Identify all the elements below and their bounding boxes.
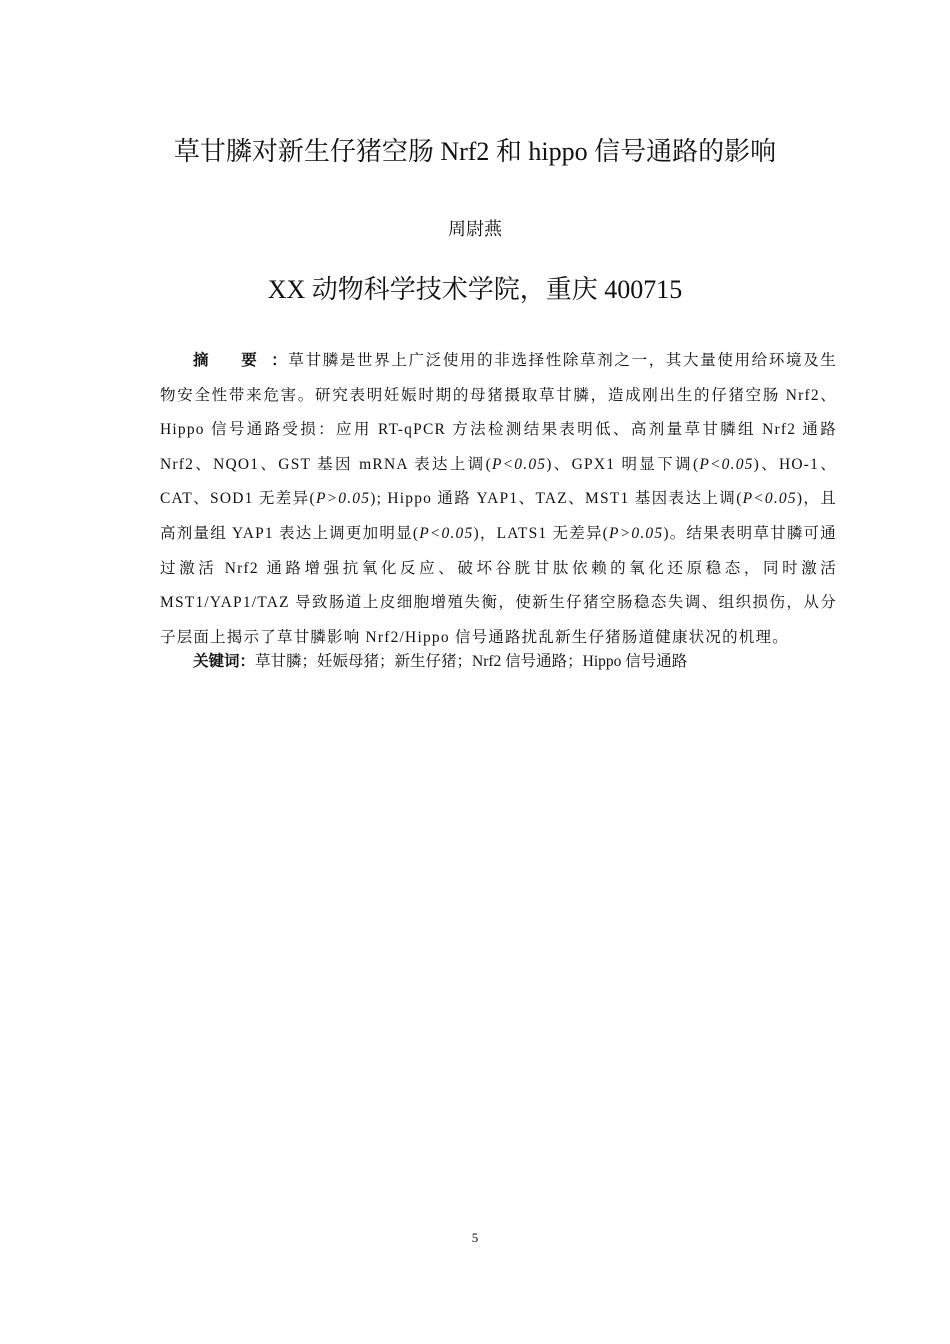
abstract-text-segment: )。结果表明草甘膦可通过激活 Nrf2 通路增强抗氧化反应、破坏谷胱甘肽依赖的氧化还原稳态，同时激活 MST1/YAP1/TAZ 导致肠道上皮细胞增殖失衡，使新生仔猪空肠稳态失调、组织损伤，从分子层面上揭示了草甘膦影响 Nrf2/Hippo 信号通路扰乱新生仔猪肠道健康状况的机理。 [160,524,837,646]
p-value: P<0.05 [699,455,754,473]
p-value: P<0.05 [742,490,797,508]
keywords-line [160,647,837,677]
abstract-paragraph [160,344,837,655]
abstract-text-segment: )，且高剂量组 YAP1 表达上调更加明显( [160,490,838,542]
author-name: 周尉燕 [448,219,502,239]
p-value: P>0.05 [609,524,664,542]
abstract-text-segment: )、HO-1、CAT、SOD1 无差异( [160,455,837,508]
abstract-body [160,352,837,646]
abstract-text-segment: 草甘膦是世界上广泛使用的非选择性除草剂之一，其大量使用给环境及生物安全性带来危害。研究表明妊娠时期的母猪摄取草甘膦，造成刚出生的仔猪空肠 Nrf2、Hippo 信号通路受损：应用 RT-qPCR 方法检测结果表明低、高剂量草甘膦组 Nrf2 通路 Nrf2、NQO1、GST 基因 mRNA 表达上调( [160,352,837,473]
paper-title: 草甘膦对新生仔猪空肠 Nrf2 和 hippo 信号通路的影响 [173,137,777,166]
p-value: P<0.05 [419,524,474,542]
abstract-label: 摘 要 [193,352,272,369]
page-number: 5 [471,1230,479,1245]
author-affiliation: XX 动物科学技术学院，重庆 400715 [267,275,683,304]
abstract-text-segment: )，LATS1 无差异( [473,524,610,542]
p-value: P<0.05 [491,455,547,473]
p-value: P>0.05 [315,490,371,508]
abstract-text-segment: )、GPX1 明显下调( [546,455,700,473]
abstract-label-colon: ： [271,352,289,369]
keywords-label: 关键词： [193,653,256,670]
abstract-text-segment: ); Hippo 通路 YAP1、TAZ、MST1 基因表达上调( [370,490,743,508]
keywords-text: 草甘膦；妊娠母猪；新生仔猪；Nrf2 信号通路；Hippo 信号通路 [255,653,688,670]
